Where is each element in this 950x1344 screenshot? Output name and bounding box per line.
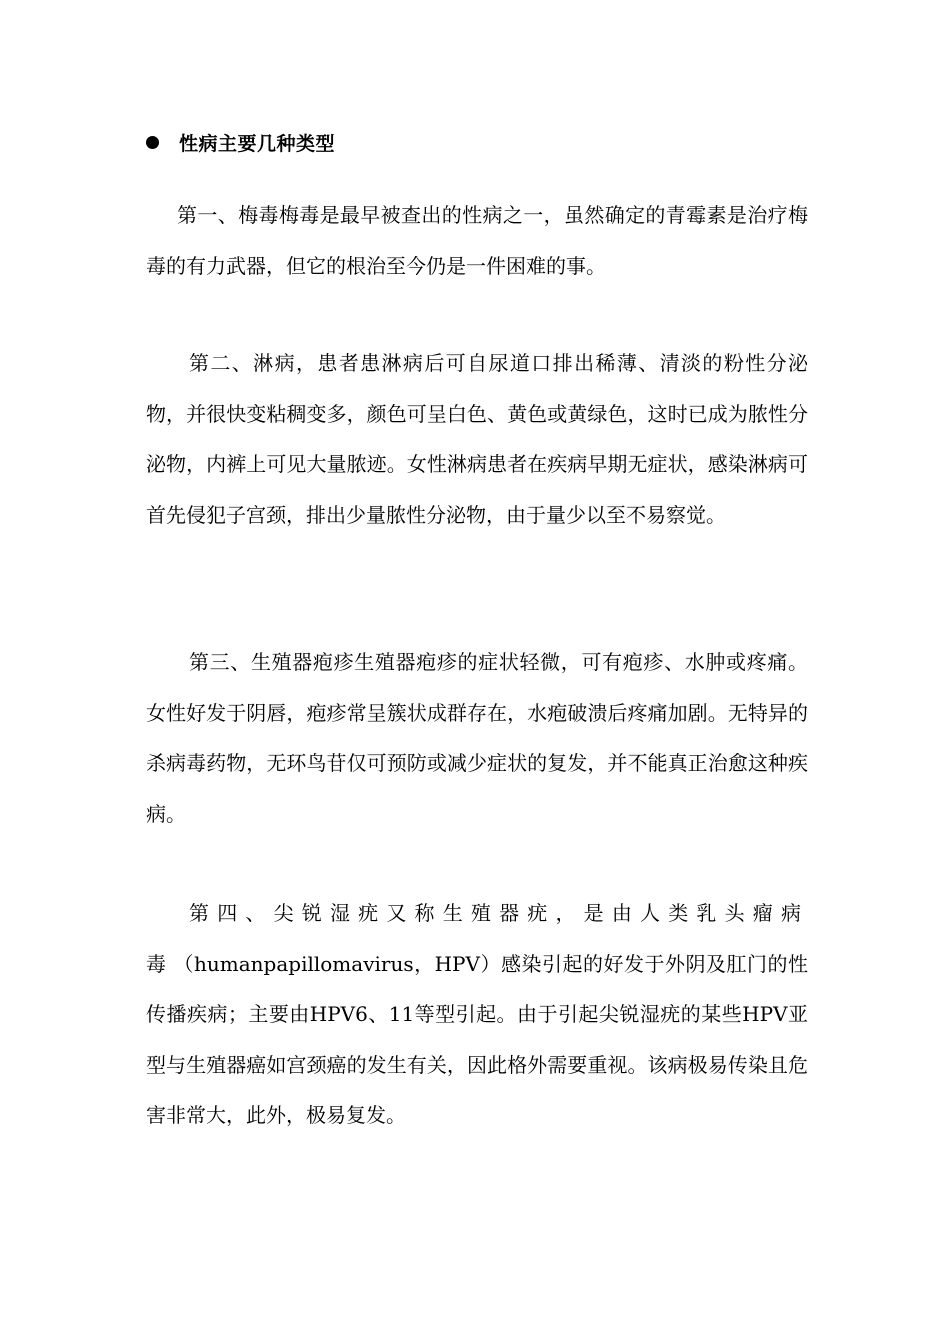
section-heading	[146, 127, 335, 157]
paragraph-genital-warts	[146, 888, 808, 1141]
paragraph-gonorrhea: 第二、淋病，患者患淋病后可自尿道口排出稀薄、清淡的粉性分泌物，并很快变粘稠变多，颜色可呈白色、黄色或黄绿色，这时已成为脓性分泌物，内裤上可见大量脓迹。女性淋病患者在疾病早期无症状，感染淋病可首先侵犯子宫颈，排出少量脓性分泌物，由于量少以至不易察觉。	[146, 351, 808, 527]
paragraph-syphilis: 第一、梅毒梅毒是最早被查出的性病之一，虽然确定的青霉素是治疗梅毒的有力武器，但它的根治至今仍是一件困难的事。	[146, 203, 808, 278]
paragraph-genital-warts-rest: （humanpapillomavirus，HPV）感染引起的好发于外阴及肛门的性传播疾病；主要由HPV6、11等型引起。由于引起尖锐湿疣的某些HPV亚型与生殖器癌如宫颈癌的发生有关，因此格外需要重视。该病极易传染且危害非常大，此外，极易复发。	[146, 951, 809, 1127]
bullet-icon	[146, 136, 159, 149]
paragraph-genital-herpes: 第三、生殖器疱疹生殖器疱疹的症状轻微，可有疱疹、水肿或疼痛。女性好发于阴唇，疱疹常呈簇状成群存在，水疱破溃后疼痛加剧。无特异的杀病毒药物，无环鸟苷仅可预防或减少症状的复发，并不能真正治愈这种疾病。	[146, 650, 808, 826]
section-heading-text: 性病主要几种类型	[179, 132, 336, 155]
paragraph-genital-warts-lead: 第四、尖锐湿疣又称生殖器疣，是由人类乳头瘤病毒	[146, 901, 808, 976]
